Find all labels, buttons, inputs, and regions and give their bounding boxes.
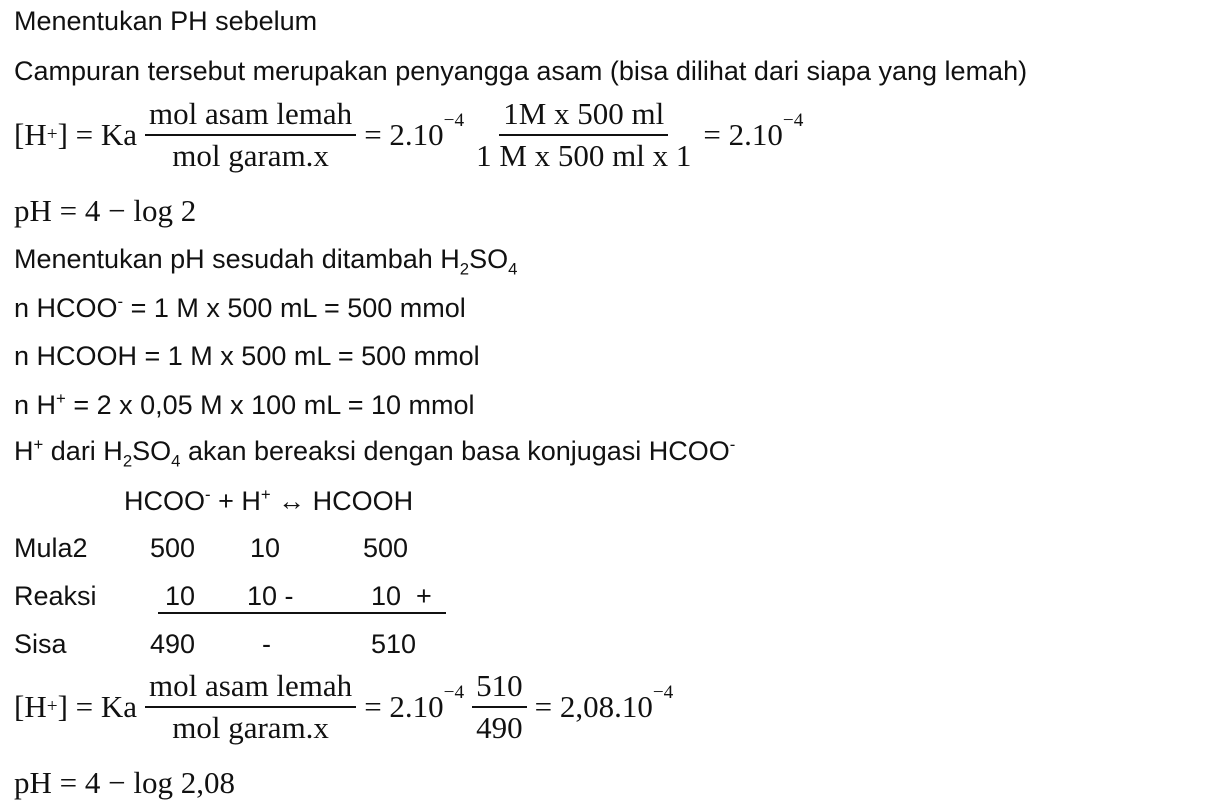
heading-after: Menentukan pH sesudah ditambah $H_2SO_4$ <box>14 244 518 279</box>
table-cell: 10 <box>250 533 281 563</box>
reaction-equation: HCOO- + H+ ↔ HCOOH <box>124 485 414 516</box>
reaction-underline <box>158 612 446 614</box>
equation-h-before: [H + ] = Ka $\frac{\text{mol asam lemah}}{\text{mol garam.x}}$ = 2.10 $^{-4}$ $\frac{\text{1M x 500 ml}}{\text{1 M x 500 ml x 1}}$ = 2.10 $^{-4}$ <box>14 96 804 173</box>
buffer-note: Campuran tersebut merupakan penyangga asam (bisa dilihat dari siapa yang lemah) <box>14 56 1028 86</box>
table-cell: 500 <box>150 533 196 563</box>
fraction-values: $\frac{510}{490}$ <box>472 668 527 746</box>
n-h-line: n H+ = 2 x 0,05 M x 100 mL = 10 mmol <box>14 389 475 420</box>
table-cell: 500 <box>363 533 409 563</box>
fraction-ka: $\frac{\text{mol asam lemah}}{\text{mol garam.x}}$ <box>145 668 356 746</box>
n-hcoo-line: n HCOO- = 1 M x 500 mL = 500 mmol <box>14 292 466 323</box>
table-cell: 10 + <box>371 581 432 611</box>
table-cell: 490 <box>150 629 196 659</box>
table-cell: 510 <box>371 629 417 659</box>
table-cell: 10 - <box>247 581 294 611</box>
n-hcooh-line: n HCOOH = 1 M x 500 mL = 500 mmol <box>14 341 480 371</box>
equation-h-after: [H + ] = Ka $\frac{\text{mol asam lemah}}{\text{mol garam.x}}$ = 2.10 $^{-4}$ $\frac{510}{490}$ = 2,08.10 $^{-4}$ <box>14 668 674 745</box>
ph-after: pH = 4 − log 2,08 <box>14 765 235 800</box>
row-label: Mula2 <box>14 533 88 563</box>
heading-before: Menentukan PH sebelum <box>14 6 318 36</box>
table-cell: 10 <box>165 581 196 611</box>
row-label: Sisa <box>14 629 67 659</box>
ph-before: pH = 4 − log 2 <box>14 193 197 228</box>
reaction-note: H+ dari $H_2SO_4$ akan bereaksi dengan basa konjugasi HCOO- <box>14 435 736 471</box>
row-label: Reaksi <box>14 581 97 611</box>
fraction-ka: $\frac{\text{mol asam lemah}}{\text{mol garam.x}}$ <box>145 96 356 174</box>
table-cell: - <box>262 629 271 659</box>
fraction-values: $\frac{\text{1M x 500 ml}}{\text{1 M x 500 ml x 1}}$ <box>476 96 692 173</box>
